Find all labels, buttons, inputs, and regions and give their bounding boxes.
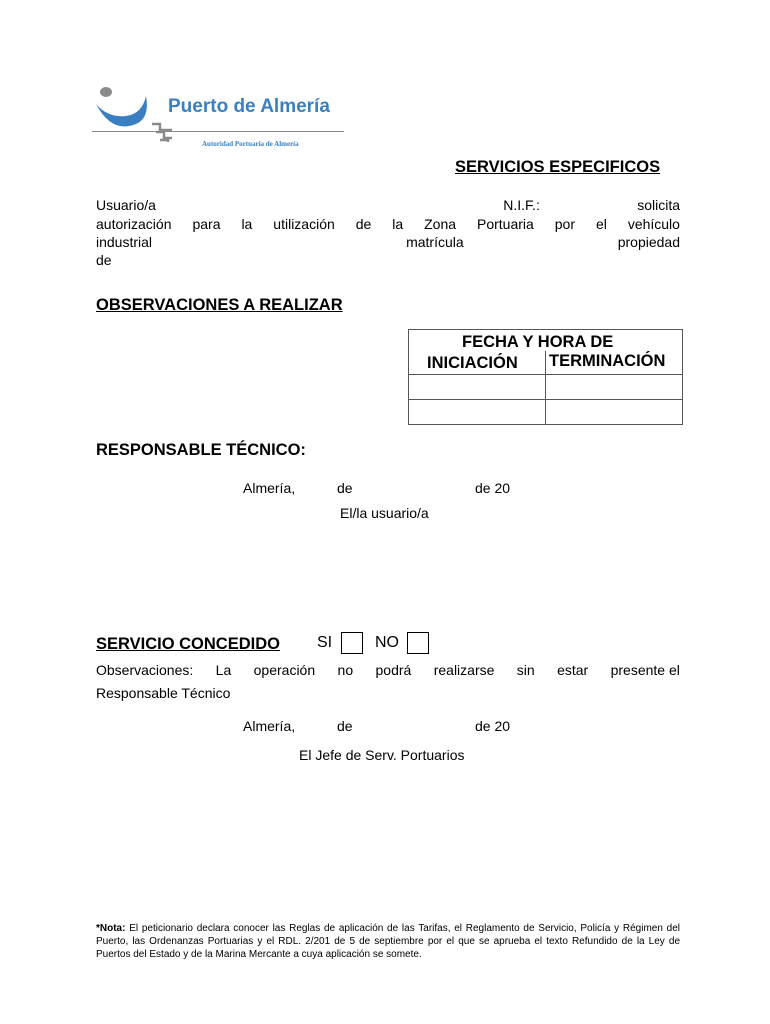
responsable-title: RESPONSABLE TÉCNICO: xyxy=(96,441,306,459)
industrial-text: industrial xyxy=(96,234,153,250)
word: presente el xyxy=(610,662,680,678)
signature2-year: de 20 xyxy=(475,718,511,734)
note-text: El peticionario declara conocer las Reglas de aplicación de las Tarifas, el Reglamento de Servicio, Policía y Régimen del Puerto, las Ordenanzas Portuarias y el RDL. 2/201 de 5 de septiembre por el que se aprueba el texto Refundido de la Ley de Puertos del Estado y de la Marina Mercante a cuya aplicación se somete. xyxy=(96,923,680,960)
signature2-role: El Jefe de Serv. Portuarios xyxy=(299,747,465,763)
iniciacion-header: INICIACIÓN xyxy=(427,354,518,372)
word: sin xyxy=(516,662,535,678)
fecha-hora-table xyxy=(408,329,683,425)
usuario-label: Usuario/a xyxy=(96,197,156,213)
word: vehículo xyxy=(627,216,680,232)
propiedad-label: propiedad xyxy=(617,234,680,250)
si-option xyxy=(317,632,363,654)
word: por xyxy=(554,216,575,232)
word: Zona xyxy=(424,216,457,232)
iniciacion-field-1[interactable] xyxy=(409,375,546,400)
column-divider xyxy=(545,351,546,374)
signature1-year: de 20 xyxy=(475,480,511,496)
port-logo xyxy=(92,82,354,154)
matricula-label: matrícula xyxy=(406,234,464,250)
word: para xyxy=(192,216,221,232)
word: el xyxy=(595,216,607,232)
word: Observaciones: xyxy=(96,662,194,678)
si-checkbox[interactable] xyxy=(341,632,363,654)
observaciones-line-2: Responsable Técnico xyxy=(96,685,231,701)
port-emblem-icon xyxy=(92,82,172,142)
si-label: SI xyxy=(317,634,333,652)
fecha-hora-header-cell xyxy=(409,330,683,375)
logo-name: Puerto de Almería xyxy=(168,96,330,117)
footnote xyxy=(96,922,680,961)
request-line-4: de xyxy=(96,252,112,268)
document-title: SERVICIOS ESPECIFICOS xyxy=(455,158,661,176)
word: realizarse xyxy=(433,662,495,678)
terminacion-field-2[interactable] xyxy=(546,400,683,425)
no-label: NO xyxy=(375,634,399,652)
word: Portuaria xyxy=(477,216,534,232)
request-line-3 xyxy=(96,234,680,250)
word: de xyxy=(355,216,372,232)
word: La xyxy=(215,662,232,678)
signature2-de: de xyxy=(337,718,353,734)
request-line-1 xyxy=(96,197,680,213)
word: la xyxy=(392,216,404,232)
terminacion-header: TERMINACIÓN xyxy=(549,352,666,370)
word: la xyxy=(241,216,253,232)
logo-subtitle: Autoridad Portuaria de Almería xyxy=(202,140,299,148)
nif-label: N.I.F.: xyxy=(503,197,540,213)
word: podrá xyxy=(375,662,412,678)
signature1-de: de xyxy=(337,480,353,496)
no-checkbox[interactable] xyxy=(407,632,429,654)
note-label: *Nota: xyxy=(96,923,126,934)
signature2-place: Almería, xyxy=(243,718,296,734)
iniciacion-field-2[interactable] xyxy=(409,400,546,425)
fecha-hora-header: FECHA Y HORA DE xyxy=(462,333,614,351)
word: no xyxy=(337,662,354,678)
request-line-2 xyxy=(96,216,680,232)
solicita-text: solicita xyxy=(637,197,680,213)
terminacion-field-1[interactable] xyxy=(546,375,683,400)
word: utilización xyxy=(273,216,335,232)
observaciones-title: OBSERVACIONES A REALIZAR xyxy=(96,296,343,314)
signature1-place: Almería, xyxy=(243,480,296,496)
servicio-concedido-title: SERVICIO CONCEDIDO xyxy=(96,635,280,653)
word: operación xyxy=(253,662,316,678)
word: autorización xyxy=(96,216,172,232)
observaciones-line xyxy=(96,662,680,678)
signature1-role: El/la usuario/a xyxy=(340,505,429,521)
no-option xyxy=(375,632,429,654)
word: estar xyxy=(557,662,589,678)
logo-divider xyxy=(92,131,344,132)
